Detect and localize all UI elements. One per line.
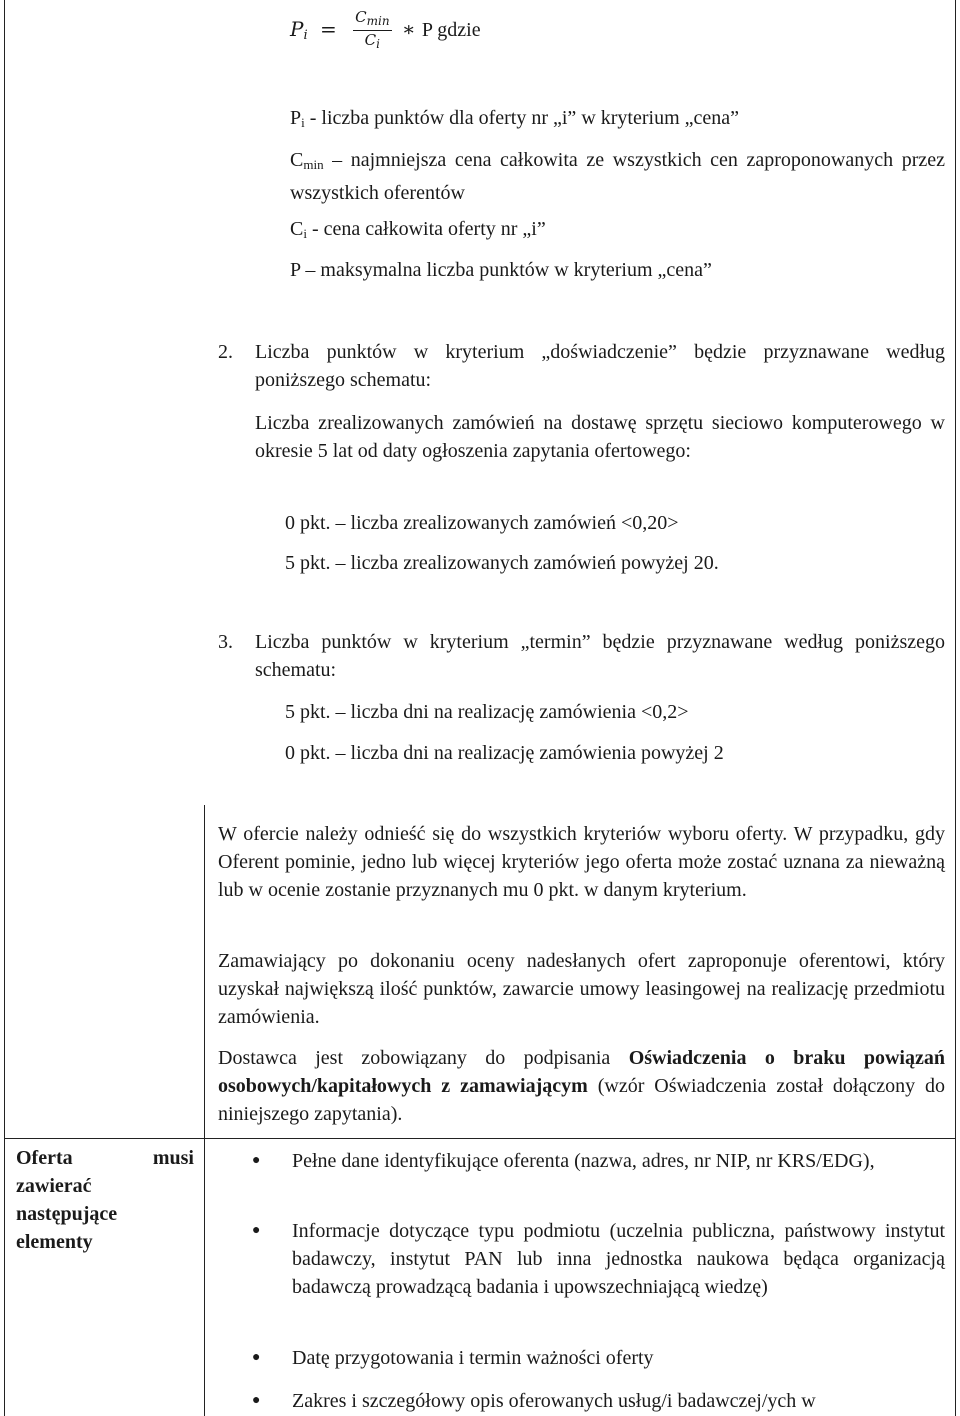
criterion-3-heading: Liczba punktów w kryterium „termin” będzie przyznawane według poniższego schematu: xyxy=(255,631,945,681)
formula-equals: = xyxy=(320,17,337,41)
definition-p: P – maksymalna liczba punktów w kryterium „cena” xyxy=(290,259,712,281)
declaration-name: Oświadczenia o braku powiązań osobowych/kapitałowych z zamawiającym xyxy=(218,1047,945,1097)
criterion-2-heading: Liczba punktów w kryterium „doświadczenie” będzie przyznawane według poniższego schematu: xyxy=(255,341,945,391)
bullet-icon: ● xyxy=(252,1350,261,1365)
criterion-2-line-1: 0 pkt. – liczba zrealizowanych zamówień <0,20> xyxy=(285,512,679,534)
formula-times: ∗ xyxy=(401,17,416,41)
table-border-right xyxy=(955,0,956,1416)
definition-cmin: $C_{min}$ – najmniejsza cena całkowita ze wszystkich cen zaproponowanych przez wszystkich oferentów xyxy=(290,149,945,204)
table-border-left xyxy=(4,0,5,1416)
column-divider xyxy=(204,805,205,1416)
formula-fraction xyxy=(353,8,391,53)
bullet-icon: ● xyxy=(252,1153,261,1168)
definition-ci: $C_i$ - cena całkowita oferty nr „i” xyxy=(290,218,546,241)
definition-pi: $P_i$ - liczba punktów dla oferty nr „i” w kryterium „cena” xyxy=(290,107,740,130)
criterion-3-line-1: 5 pkt. – liczba dni na realizację zamówienia <0,2> xyxy=(285,701,689,723)
bullet-icon: ● xyxy=(252,1393,261,1408)
formula-tail: P gdzie xyxy=(421,19,481,41)
formula-denominator: $C_i$ xyxy=(364,31,380,51)
offer-requirements-label: Oferta musi zawierać następujące elementy xyxy=(16,1147,194,1253)
price-formula xyxy=(290,8,481,51)
criterion-2-line-2: 5 pkt. – liczba zrealizowanych zamówień powyżej 20. xyxy=(285,552,719,574)
note-paragraph-3: Dostawca jest zobowiązany do podpisania Oświadczenia o braku powiązań osobowych/kapitałowych z zamawiającym (wzór Oświadczenia został dołączony do niniejszego zapytania). xyxy=(218,1047,946,1125)
formula-lhs: $P_i$ xyxy=(290,17,308,43)
formula-numerator: $C_{min}$ xyxy=(353,8,391,31)
criterion-3-number: 3. xyxy=(218,631,233,653)
note-paragraph-2: Zamawiający po dokonaniu oceny nadesłanych ofert zaproponuje oferentowi, który uzyskał największą ilość punktów, zawarcie umowy leasingowej na realizację przedmiotu zamówienia. xyxy=(218,950,945,1028)
row-divider xyxy=(4,1138,955,1139)
criterion-2-description: Liczba zrealizowanych zamówień na dostawę sprzętu sieciowo komputerowego w okresie 5 lat od daty ogłoszenia zapytania ofertowego: xyxy=(255,412,945,462)
criterion-2-number: 2. xyxy=(218,341,233,363)
note-paragraph-1: W ofercie należy odnieść się do wszystkich kryteriów wyboru oferty. W przypadku, gdy Oferent pominie, jedno lub więcej kryteriów jego oferta może zostać uznana za nieważną lub w ocenie zostanie przyznanych mu 0 pkt. w danym kryterium. xyxy=(218,823,945,901)
bullet-icon: ● xyxy=(252,1223,261,1238)
criterion-3-line-2: 0 pkt. – liczba dni na realizację zamówienia powyżej 2 xyxy=(285,742,724,764)
